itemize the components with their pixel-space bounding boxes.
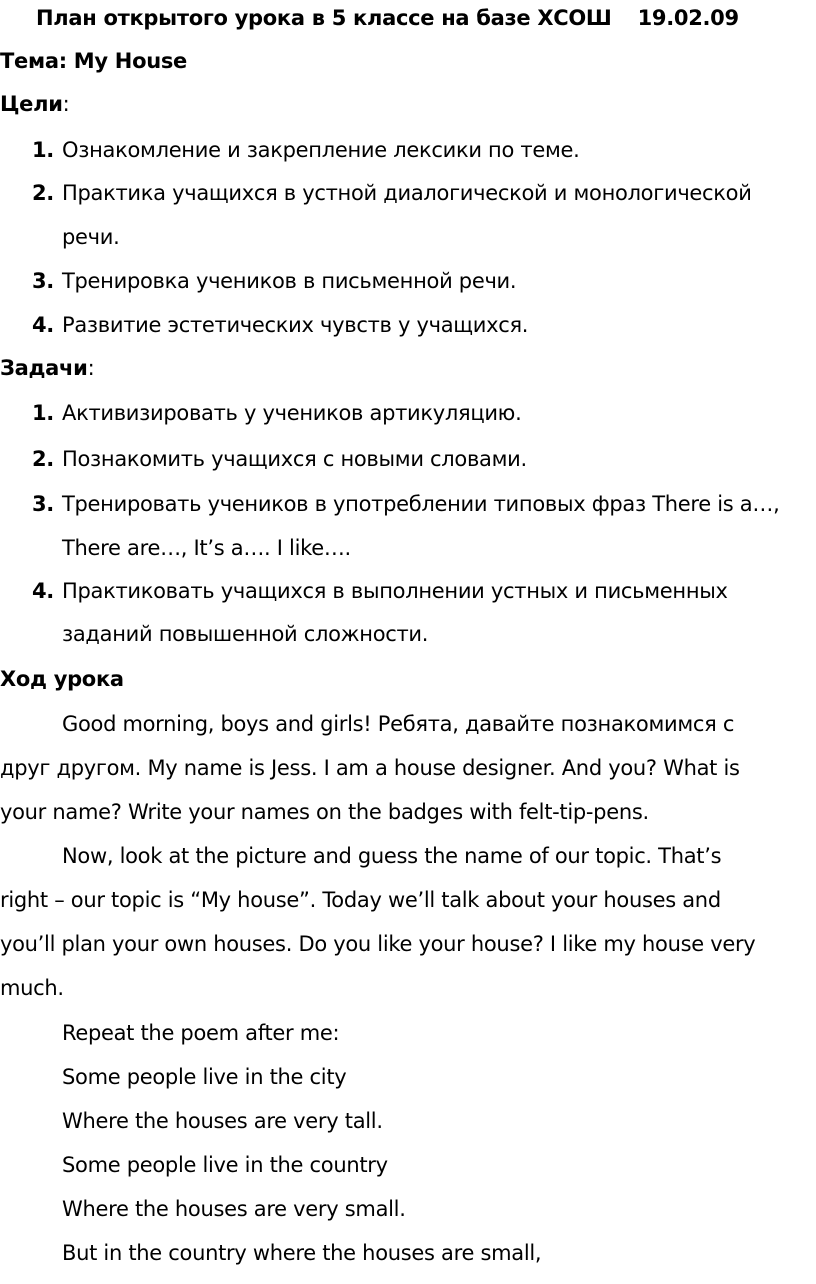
tasks-heading-label: Задачи (0, 356, 88, 380)
goal-text-2: Практика учащихся в устной диалогической и монологической (62, 181, 752, 205)
goal-number-3: 3. (32, 269, 54, 293)
document-title (36, 3, 739, 33)
poem-line-4: Where the houses are very small. (62, 1197, 406, 1221)
poem-line-5: But in the country where the houses are small, (62, 1241, 542, 1265)
goal-number-2: 2. (32, 181, 54, 205)
task-number-4: 4. (32, 579, 54, 603)
task-text-1: Активизировать у учеников артикуляцию. (62, 401, 522, 425)
paragraph-1-line-3: your name? Write your names on the badges with felt-tip-pens. (0, 800, 649, 824)
goals-heading-label: Цели (0, 92, 63, 116)
task-number-3: 3. (32, 492, 54, 516)
paragraph-1-line-2: друг другом. My name is Jess. I am a house designer. And you? What is (0, 756, 740, 780)
task-item-2 (32, 444, 527, 474)
poem-intro: Repeat the poem after me: (62, 1021, 340, 1045)
goal-item-4 (32, 310, 528, 340)
paragraph-2-line-3: you’ll plan your own houses. Do you like your house? I like my house very (0, 932, 756, 956)
goals-heading-colon: : (62, 92, 70, 116)
poem-line-3: Some people live in the country (62, 1153, 388, 1177)
task-item-3 (32, 489, 779, 519)
tasks-heading (0, 353, 94, 383)
poem-line-1: Some people live in the city (62, 1065, 347, 1089)
poem-line-2: Where the houses are very tall. (62, 1109, 383, 1133)
goal-number-4: 4. (32, 313, 54, 337)
task-item-4 (32, 576, 728, 606)
paragraph-2-line-4: much. (0, 976, 64, 1000)
task-text-3: Тренировать учеников в употреблении типовых фраз There is a…, (62, 492, 780, 516)
topic-heading: Тема: My House (0, 49, 188, 73)
title-text: План открытого урока в 5 классе на базе ХСОШ (36, 6, 612, 30)
task-text-2: Познакомить учащихся с новыми словами. (62, 447, 527, 471)
goal-item-3 (32, 266, 516, 296)
goal-text-1: Ознакомление и закрепление лексики по теме. (62, 138, 580, 162)
tasks-heading-colon: : (87, 356, 95, 380)
task-text-4-continued: заданий повышенной сложности. (62, 622, 429, 646)
goal-text-3: Тренировка учеников в письменной речи. (62, 269, 517, 293)
task-number-1: 1. (32, 401, 54, 425)
paragraph-2-line-2: right – our topic is “My house”. Today we’ll talk about your houses and (0, 888, 721, 912)
goal-number-1: 1. (32, 138, 54, 162)
task-item-1 (32, 398, 521, 428)
goal-item-1 (32, 135, 580, 165)
task-number-2: 2. (32, 447, 54, 471)
title-date: 19.02.09 (637, 6, 739, 30)
goal-text-2-continued: речи. (62, 225, 120, 249)
task-text-4: Практиковать учащихся в выполнении устных и письменных (62, 579, 728, 603)
goal-item-2 (32, 178, 752, 208)
lesson-heading: Ход урока (0, 667, 124, 691)
paragraph-1-line-1: Good morning, boys and girls! Ребята, давайте познакомимся с (62, 712, 735, 736)
goals-heading (0, 89, 69, 119)
paragraph-2-line-1: Now, look at the picture and guess the name of our topic. That’s (62, 844, 722, 868)
task-text-3-continued: There are…, It’s a…. I like…. (62, 536, 351, 560)
goal-text-4: Развитие эстетических чувств у учащихся. (62, 313, 529, 337)
